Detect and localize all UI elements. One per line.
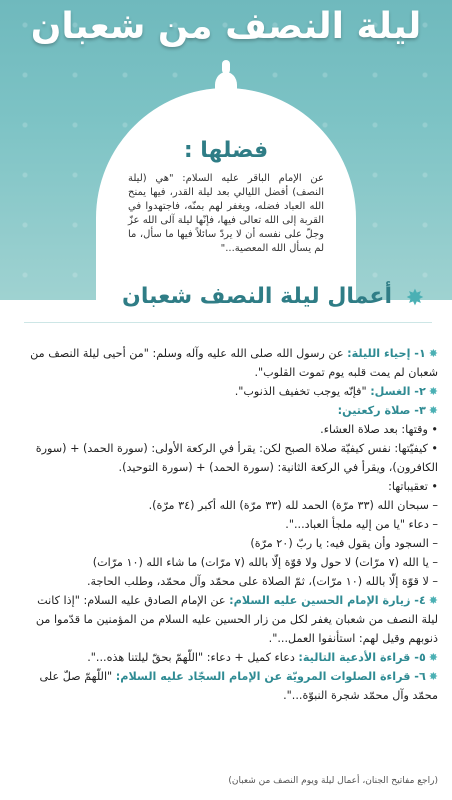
list-item: • كيفيّتها: نفس كيفيّة صلاة الصبح لكن: يقرأ في الركعة الأولى: (سورة الحمد) + (سورة الكافرون)، ويقرأ في الركعة الثانية: (سورة الحمد) + (سورة التوحيد). <box>35 442 438 474</box>
bullet-icon: ✸ <box>428 594 438 607</box>
virtue-text: عن الإمام الباقر عليه السلام: "هي (ليلة النصف) أفضل الليالي بعد ليلة القدر، فيها يمنح الله العباد فضله، ويغفر لهم بمنّه، فاجتهدوا في القربة إلى الله تعالى فيها، فإنّها ليلة آلى الله عزّ وجلّ على نفسه أن لا يردّ سائلاً فيها ما سأل، ما لم يسأل الله المعصية..." <box>128 173 324 254</box>
list-item: ✸٦- قراءة الصلوات المرويّة عن الإمام السجّاد عليه السلام: "اللّهمّ صلّ على محمّد وآل محمّد شجرة النبوّة...". <box>20 667 438 705</box>
list-item: ✸١- إحياء الليلة: عن رسول الله صلى الله عليه وآله وسلم: "من أحيى ليلة النصف من شعبان لم يمت قلبه يوم تموت القلوب". <box>20 344 438 382</box>
list-item: ✸٥- قراءة الأدعية التالية: دعاء كميل + دعاء: "اللّهمّ بحقّ ليلتنا هذه...". <box>20 648 438 667</box>
bullet-icon: ✸ <box>428 404 438 417</box>
list-item: – سبحان الله (٣٣ مرّة) الحمد لله (٣٣ مرّة) الله أكبر (٣٤ مرّة). <box>148 499 438 512</box>
divider <box>24 322 432 323</box>
list-item: • وقتها: بعد صلاة العشاء. <box>320 423 438 436</box>
list-item: • تعقيباتها: <box>388 480 438 493</box>
list-item: ✸٤- زيارة الإمام الحسين عليه السلام: عن الإمام الصادق عليه السلام: "إذا كانت ليلة النصف من شعبان يغفر لكل من زار الحسين عليه السلام من المؤمنين ما قدّموا من ذنوبهم وقيل لهم: استأنفوا العمل...". <box>20 591 438 648</box>
star-icon: ✸ <box>405 286 425 311</box>
bullet-icon: ✸ <box>428 670 438 683</box>
deeds-heading: أعمال ليلة النصف شعبان <box>122 284 392 309</box>
deeds-list <box>20 344 438 705</box>
list-item: ✸٢- الغسل: "فإنّه يوجب تخفيف الذنوب". <box>20 382 438 401</box>
list-item: – السجود وأن يقول فيه: يا ربّ (٢٠ مرّة) <box>250 537 438 550</box>
bullet-icon: ✸ <box>428 651 438 664</box>
source-note: (راجع مفاتيح الجنان، أعمال ليلة ويوم النصف من شعبان) <box>228 776 438 786</box>
page-title: ليلة النصف من شعبان <box>30 6 422 47</box>
list-item: – يا الله (٧ مرّات) لا حول ولا قوّة إلّا بالله (٧ مرّات) ما شاء الله (١٠ مرّات) <box>92 556 438 569</box>
bullet-icon: ✸ <box>428 385 438 398</box>
list-item: – لا قوّة إلّا بالله (١٠ مرّات)، ثمّ الصلاة على محمّد وآل محمّد، وطلب الحاجة. <box>86 575 438 588</box>
virtue-heading: فضلها : <box>183 138 269 163</box>
list-item: ✸٣- صلاة ركعتين: <box>20 401 438 420</box>
list-item: – دعاء "يا من إليه ملجأ العباد...". <box>285 518 438 531</box>
bullet-icon: ✸ <box>428 347 438 360</box>
